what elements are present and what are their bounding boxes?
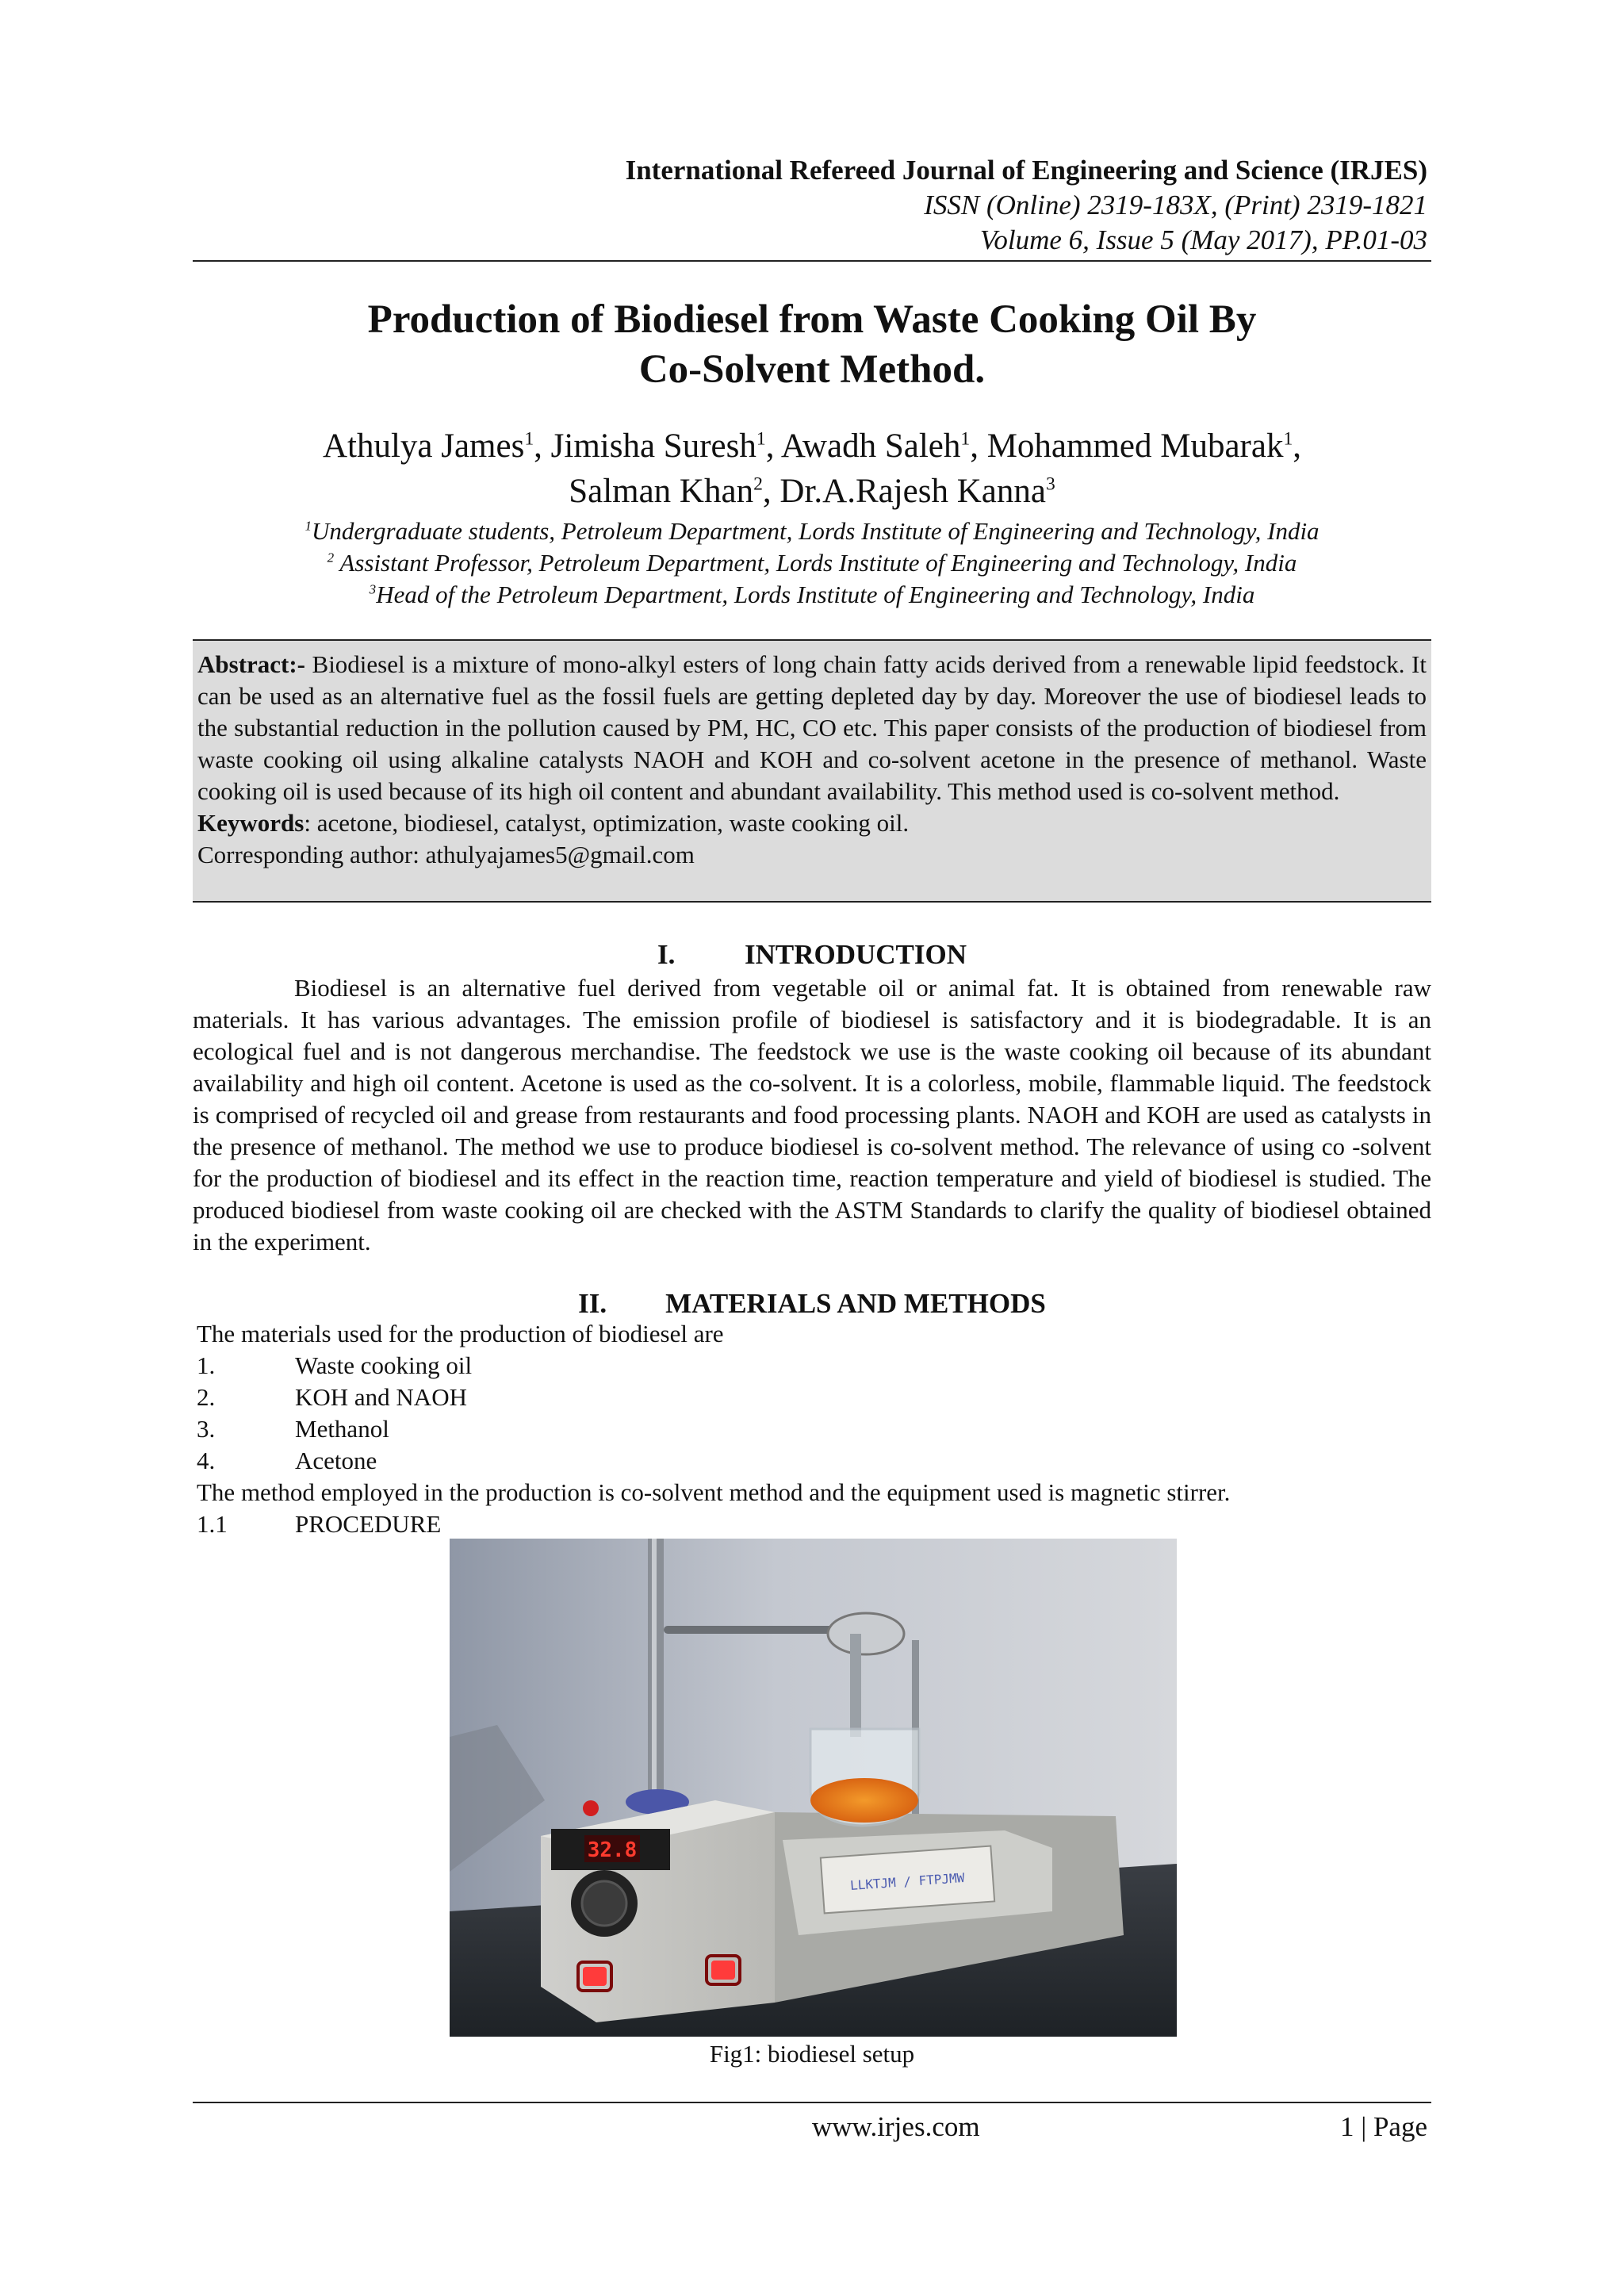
list-number: 1. — [197, 1351, 216, 1379]
list-item — [197, 1445, 377, 1477]
affiliation-text: Head of the Petroleum Department, Lords Institute of Engineering and Technology, India — [376, 581, 1255, 608]
footer-rule — [193, 2102, 1431, 2103]
list-text: KOH and NAOH — [295, 1383, 467, 1411]
author-name: Awadh Saleh — [780, 427, 961, 465]
procedure-heading — [197, 1508, 441, 1540]
method-sentence: The method employed in the production is co-solvent method and the equipment used is magnetic stirrer. — [197, 1478, 1231, 1506]
materials-intro: The materials used for the production of biodiesel are — [197, 1320, 724, 1347]
section-heading-materials — [193, 1286, 1431, 1321]
title-line-2: Co-Solvent Method. — [638, 347, 986, 392]
author-affil-mark: 1 — [960, 428, 971, 450]
list-item — [197, 1413, 389, 1445]
corresponding-author: Corresponding author: athulyajames5@gmail.com — [197, 841, 695, 868]
list-item — [197, 1350, 472, 1382]
keywords-line — [197, 807, 1427, 839]
journal-issn: ISSN (Online) 2319-183X, (Print) 2319-1821 — [924, 190, 1427, 220]
header-rule — [193, 260, 1431, 262]
affiliation-mark: 3 — [369, 581, 377, 597]
section-heading-introduction — [193, 937, 1431, 972]
affiliation-text: Undergraduate students, Petroleum Department, Lords Institute of Engineering and Technology, India — [311, 517, 1320, 545]
control-knob-icon — [582, 1881, 626, 1926]
author-line-2: Salman Khan$^2$, Dr.A.Rajesh Kanna$^3$ — [569, 473, 1055, 510]
affiliation-mark: 1 — [304, 518, 312, 534]
list-number: 3. — [197, 1415, 216, 1443]
power-switch-left — [583, 1967, 607, 1986]
setup-photo — [450, 1539, 1177, 2037]
journal-header — [396, 153, 1427, 258]
author-list — [193, 424, 1431, 514]
author-name: Dr.A.Rajesh Kanna — [779, 473, 1046, 510]
label-handwriting: LLKTJM / FTPJMW — [849, 1869, 965, 1894]
affiliation-2 — [193, 547, 1431, 579]
affiliation-3 — [193, 579, 1431, 611]
footer-page-number: 1 | Page — [1339, 2111, 1427, 2142]
affiliation-mark: 2 — [327, 550, 335, 565]
author-name: Salman Khan — [569, 473, 754, 510]
abstract-label: Abstract:- — [197, 650, 306, 678]
abstract-paragraph — [197, 649, 1427, 807]
list-number: 4. — [197, 1447, 216, 1474]
indicator-light-red — [583, 1800, 599, 1816]
section-number: I. — [657, 939, 676, 970]
author-affil-mark: 1 — [1283, 428, 1293, 450]
section-number: II. — [578, 1288, 607, 1319]
author-affil-mark: 2 — [753, 473, 763, 495]
holder-stem — [850, 1634, 861, 1737]
list-text: Waste cooking oil — [295, 1351, 473, 1379]
procedure-number: 1.1 — [197, 1510, 228, 1538]
temperature-readout: 32.8 — [587, 1838, 638, 1862]
author-name: Athulya James — [322, 427, 525, 465]
section-title: INTRODUCTION — [744, 939, 967, 970]
introduction-paragraph: Biodiesel is an alternative fuel derived from vegetable oil or animal fat. It is obtained from renewable raw materials. It has various advantages. The emission profile of biodiesel is satisfactory and it is biodegradable. It is an ecological fuel and is not dangerous merchandise. The feedstock we use is the waste cooking oil because of its abundant availability and high oil content. Acetone is used as the co-solvent. It is a colorless, mobile, flammable liquid. The feedstock is comprised of recycled oil and grease from restaurants and food processing plants. NAOH and KOH are used as catalysts in the presence of methanol. The method we use to produce biodiesel is co-solvent method. The relevance of using co -solvent for the production of biodiesel and its effect in the reaction time, reaction temperature and yield of biodiesel is studied. The produced biodiesel from waste cooking oil are checked with the ASTM Standards to clarify the quality of biodiesel obtained in the experiment. — [193, 974, 1431, 1255]
power-switch-right — [711, 1961, 735, 1980]
list-text: Acetone — [295, 1447, 377, 1474]
figure-caption: Fig1: biodiesel setup — [709, 2040, 915, 2068]
title-line-1: Production of Biodiesel from Waste Cooking Oil By — [367, 297, 1257, 342]
keywords-text: : acetone, biodiesel, catalyst, optimization, waste cooking oil. — [304, 809, 910, 837]
thermometer-holder — [828, 1613, 904, 1654]
footer-url: www.irjes.com — [812, 2111, 980, 2142]
abstract-text: Biodiesel is a mixture of mono-alkyl esters of long chain fatty acids derived from a renewable lipid feedstock. It can be used as an alternative fuel as the fossil fuels are getting depleted day by day. Moreover the use of biodiesel leads to the substantial reduction in the pollution caused by PM, HC, CO etc. This paper consists of the production of biodiesel from waste cooking oil using alkaline catalysts NAOH and KOH and co-solvent acetone in the presence of methanol. Waste cooking oil is used because of its high oil content and abundant availability. This method used is co-solvent method. — [197, 650, 1427, 805]
section-title: MATERIALS AND METHODS — [665, 1288, 1046, 1319]
list-number: 2. — [197, 1383, 216, 1411]
journal-volume: Volume 6, Issue 5 (May 2017), PP.01-03 — [979, 224, 1427, 255]
author-affil-mark: 1 — [524, 428, 534, 450]
journal-name: International Refereed Journal of Engineering and Science (IRJES) — [625, 155, 1427, 186]
figure-biodiesel-setup-photo — [450, 1539, 1177, 2037]
procedure-title: PROCEDURE — [295, 1510, 442, 1538]
clamp-arm — [664, 1626, 854, 1634]
list-item — [197, 1382, 467, 1413]
affiliation-text: Assistant Professor, Petroleum Department, Lords Institute of Engineering and Technology, India — [334, 549, 1297, 577]
author-name: Jimisha Suresh — [550, 427, 756, 465]
author-line-1: Athulya James$^1$, Jimisha Suresh$^1$, Awadh Saleh$^1$, Mohammed Mubarak$^1$, — [322, 427, 1302, 465]
list-text: Methanol — [295, 1415, 389, 1443]
paper-title — [193, 295, 1431, 395]
affiliation-1 — [193, 516, 1431, 547]
author-affil-mark: 1 — [756, 428, 766, 450]
abstract-box — [193, 639, 1431, 903]
author-affil-mark: 3 — [1045, 473, 1055, 495]
keywords-label: Keywords — [197, 809, 304, 837]
oil-in-beaker — [810, 1778, 918, 1823]
author-name: Mohammed Mubarak — [986, 427, 1284, 465]
